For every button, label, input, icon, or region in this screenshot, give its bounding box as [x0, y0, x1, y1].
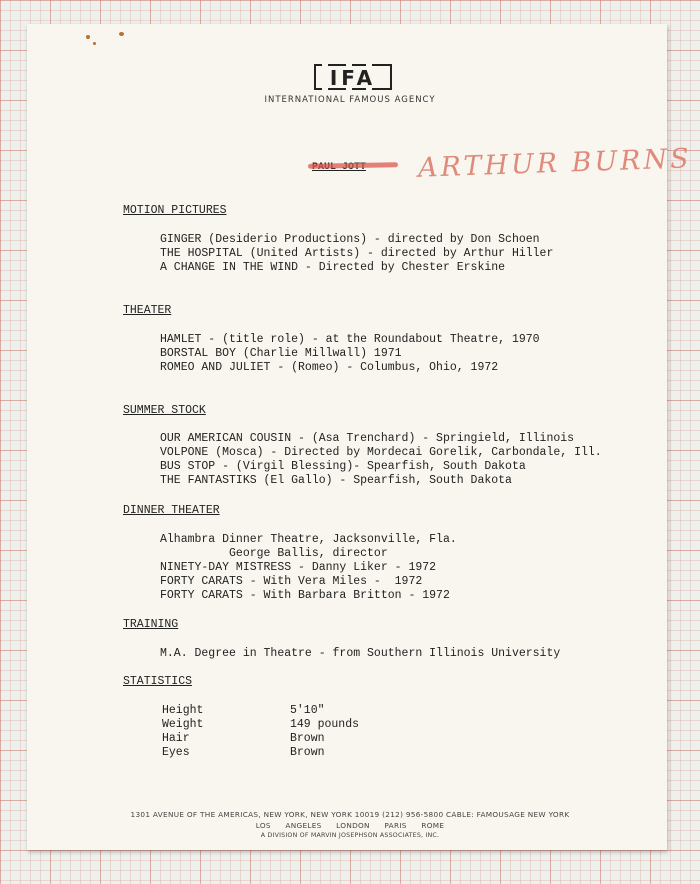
- credit-line: OUR AMERICAN COUSIN - (Asa Trenchard) - Springield, Illinois: [160, 432, 575, 445]
- handwritten-client-name: ARTHUR BURNS: [417, 143, 693, 184]
- heading-summer-stock: SUMMER STOCK: [123, 404, 206, 417]
- heading-theater: THEATER: [123, 304, 172, 317]
- credit-line: BUS STOP - (Virgil Blessing)- Spearfish, South Dakota: [160, 460, 526, 473]
- rust-stain: [93, 42, 96, 45]
- stat-label: Weight: [162, 718, 204, 731]
- stat-value: 5'10": [290, 704, 325, 717]
- credit-line: THE HOSPITAL (United Artists) - directed by Arthur Hiller: [160, 247, 554, 260]
- stat-label: Eyes: [162, 746, 190, 759]
- stat-label: Hair: [162, 732, 190, 745]
- credit-line: ROMEO AND JULIET - (Romeo) - Columbus, Ohio, 1972: [160, 361, 499, 374]
- credit-line: GINGER (Desiderio Productions) - directed by Don Schoen: [160, 233, 540, 246]
- heading-training: TRAINING: [123, 618, 179, 631]
- heading-dinner-theater: DINNER THEATER: [123, 504, 220, 517]
- heading-statistics: STATISTICS: [123, 675, 193, 688]
- credit-line: George Ballis, director: [160, 547, 388, 560]
- footer-address: 1301 AVENUE OF THE AMERICAS, NEW YORK, NEW YORK 10019 (212) 956-5800 CABLE: FAMOUSAGE NEW YORK: [130, 810, 570, 819]
- rust-stain: [119, 32, 124, 36]
- stat-value: Brown: [290, 732, 325, 745]
- credit-line: NINETY-DAY MISTRESS - Danny Liker - 1972: [160, 561, 437, 574]
- credit-line: HAMLET - (title role) - at the Roundabout Theatre, 1970: [160, 333, 540, 346]
- credit-line: A CHANGE IN THE WIND - Directed by Chester Erskine: [160, 261, 506, 274]
- agency-name: INTERNATIONAL FAMOUS AGENCY: [264, 95, 436, 105]
- credit-line: FORTY CARATS - With Vera Miles - 1972: [160, 575, 423, 588]
- rust-stain: [86, 35, 90, 39]
- stat-value: 149 pounds: [290, 718, 360, 731]
- footer-division: A DIVISION OF MARVIN JOSEPHSON ASSOCIATES, INC.: [260, 832, 440, 839]
- heading-motion-pictures: MOTION PICTURES: [123, 204, 227, 217]
- credit-line: THE FANTASTIKS (El Gallo) - Spearfish, South Dakota: [160, 474, 512, 487]
- credit-line: VOLPONE (Mosca) - Directed by Mordecai Gorelik, Carbondale, Ill.: [160, 446, 602, 459]
- logo-lettering: IFA: [329, 66, 377, 90]
- credit-line: Alhambra Dinner Theatre, Jacksonville, Fla.: [160, 533, 457, 546]
- credit-line: M.A. Degree in Theatre - from Southern Illinois University: [160, 647, 561, 660]
- ifa-logo: [314, 63, 392, 91]
- footer-cities: LOS ANGELES LONDON PARIS ROME: [255, 821, 445, 830]
- stat-value: Brown: [290, 746, 325, 759]
- credit-line: BORSTAL BOY (Charlie Millwall) 1971: [160, 347, 402, 360]
- credit-line: FORTY CARATS - With Barbara Britton - 1972: [160, 589, 450, 602]
- stat-label: Height: [162, 704, 204, 717]
